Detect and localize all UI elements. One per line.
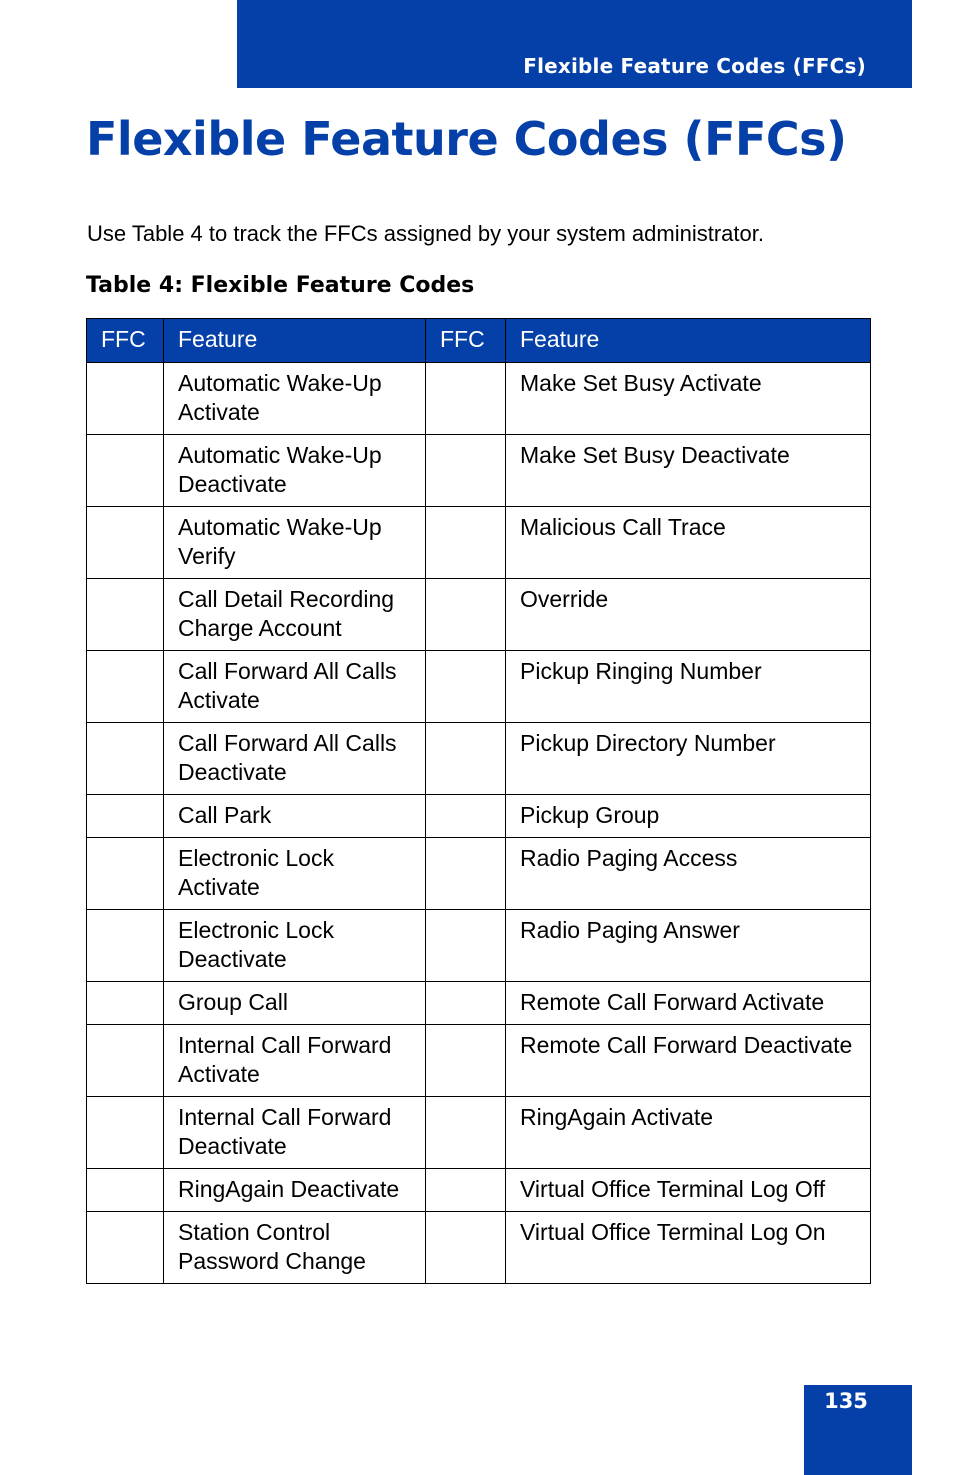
table-row (87, 435, 871, 507)
running-header-title: Flexible Feature Codes (FFCs) (523, 54, 866, 78)
feature-cell: Pickup Group (506, 795, 871, 838)
ffc-cell[interactable] (87, 1025, 164, 1097)
feature-cell: Remote Call Forward Activate (506, 982, 871, 1025)
feature-cell: Group Call (164, 982, 426, 1025)
ffc-cell[interactable] (87, 723, 164, 795)
ffc-cell[interactable] (426, 435, 506, 507)
ffc-cell[interactable] (426, 982, 506, 1025)
feature-cell: Radio Paging Access (506, 838, 871, 910)
feature-cell: Call Forward All Calls Deactivate (164, 723, 426, 795)
table-row (87, 982, 871, 1025)
feature-cell: RingAgain Activate (506, 1097, 871, 1169)
header-ffc-2: FFC (426, 319, 506, 363)
ffc-cell[interactable] (87, 651, 164, 723)
feature-cell: Electronic Lock Deactivate (164, 910, 426, 982)
ffc-cell[interactable] (426, 1169, 506, 1212)
intro-paragraph: Use Table 4 to track the FFCs assigned by your system administrator. (87, 221, 764, 246)
ffc-cell[interactable] (426, 1025, 506, 1097)
table-caption: Table 4: Flexible Feature Codes (86, 273, 475, 298)
table-header-row (87, 319, 871, 363)
table-row (87, 363, 871, 435)
table-row (87, 579, 871, 651)
ffc-cell[interactable] (426, 507, 506, 579)
ffc-cell[interactable] (87, 435, 164, 507)
table-row (87, 1097, 871, 1169)
table-row (87, 910, 871, 982)
ffc-cell[interactable] (87, 507, 164, 579)
ffc-cell[interactable] (426, 651, 506, 723)
feature-cell: Call Detail Recording Charge Account (164, 579, 426, 651)
ffc-cell[interactable] (87, 1212, 164, 1284)
page-number-box (804, 1385, 912, 1475)
feature-cell: Automatic Wake-Up Deactivate (164, 435, 426, 507)
ffc-cell[interactable] (87, 363, 164, 435)
header-feature-1: Feature (164, 319, 426, 363)
ffc-cell[interactable] (87, 982, 164, 1025)
feature-cell: Electronic Lock Activate (164, 838, 426, 910)
table-row (87, 838, 871, 910)
ffc-cell[interactable] (87, 579, 164, 651)
ffc-cell[interactable] (426, 910, 506, 982)
feature-cell: Call Park (164, 795, 426, 838)
table-row (87, 1212, 871, 1284)
feature-cell: Call Forward All Calls Activate (164, 651, 426, 723)
ffc-cell[interactable] (426, 363, 506, 435)
ffc-cell[interactable] (426, 1097, 506, 1169)
ffc-cell[interactable] (426, 579, 506, 651)
feature-cell: RingAgain Deactivate (164, 1169, 426, 1212)
table-row (87, 723, 871, 795)
feature-cell: Make Set Busy Deactivate (506, 435, 871, 507)
ffc-cell[interactable] (426, 838, 506, 910)
table-row (87, 507, 871, 579)
feature-cell: Virtual Office Terminal Log Off (506, 1169, 871, 1212)
ffc-cell[interactable] (426, 795, 506, 838)
ffc-cell[interactable] (426, 723, 506, 795)
feature-cell: Radio Paging Answer (506, 910, 871, 982)
feature-cell: Make Set Busy Activate (506, 363, 871, 435)
header-feature-2: Feature (506, 319, 871, 363)
feature-cell: Pickup Ringing Number (506, 651, 871, 723)
feature-cell: Pickup Directory Number (506, 723, 871, 795)
ffc-cell[interactable] (87, 910, 164, 982)
feature-cell: Remote Call Forward Deactivate (506, 1025, 871, 1097)
table-row (87, 795, 871, 838)
feature-cell: Override (506, 579, 871, 651)
feature-cell: Station Control Password Change (164, 1212, 426, 1284)
ffc-cell[interactable] (87, 1169, 164, 1212)
feature-cell: Automatic Wake-Up Verify (164, 507, 426, 579)
ffc-cell[interactable] (87, 795, 164, 838)
page-number: 135 (824, 1389, 868, 1413)
feature-cell: Internal Call Forward Deactivate (164, 1097, 426, 1169)
ffc-cell[interactable] (87, 1097, 164, 1169)
running-header-bar (237, 0, 912, 88)
feature-cell: Malicious Call Trace (506, 507, 871, 579)
ffc-table (86, 318, 871, 1284)
ffc-cell[interactable] (87, 838, 164, 910)
feature-cell: Virtual Office Terminal Log On (506, 1212, 871, 1284)
table-row (87, 651, 871, 723)
feature-cell: Internal Call Forward Activate (164, 1025, 426, 1097)
header-ffc-1: FFC (87, 319, 164, 363)
ffc-cell[interactable] (426, 1212, 506, 1284)
table-row (87, 1169, 871, 1212)
table-row (87, 1025, 871, 1097)
page-title: Flexible Feature Codes (FFCs) (86, 112, 847, 166)
feature-cell: Automatic Wake-Up Activate (164, 363, 426, 435)
